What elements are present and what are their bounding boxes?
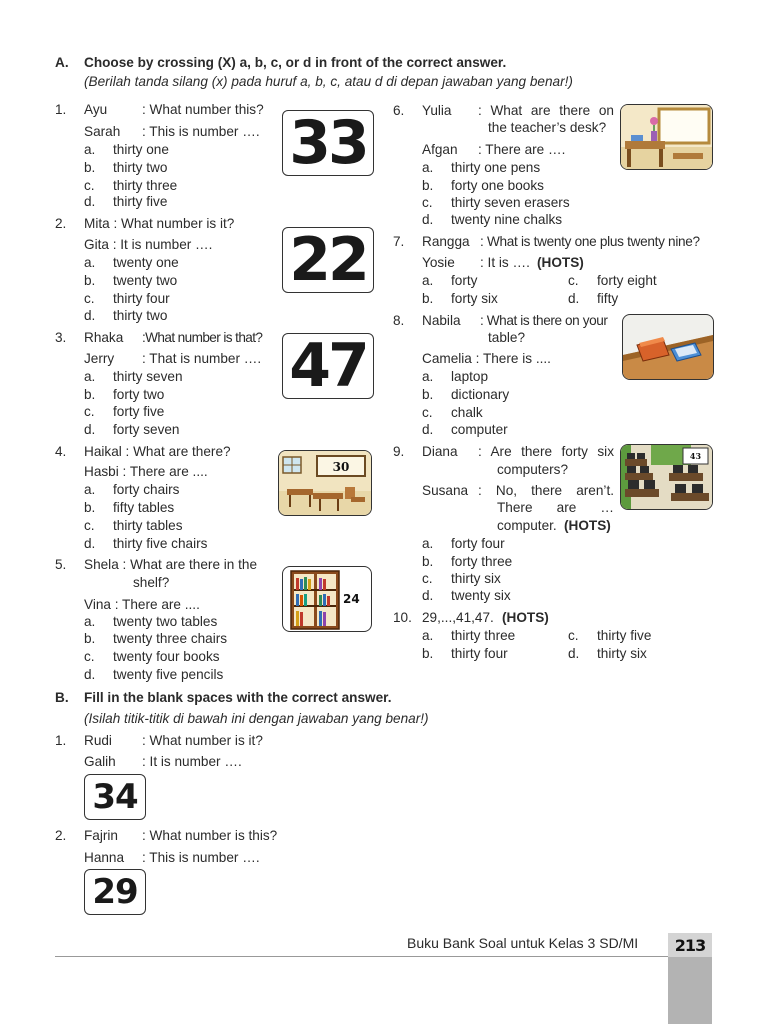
q4-board-number: 30 [332,460,350,474]
q6-line2: : There are …. [478,142,566,157]
q5-option-c[interactable]: twenty four books [113,649,220,664]
option-letter: d. [568,646,580,661]
option-letter: c. [422,195,433,210]
option-letter: b. [422,291,434,306]
q9-line1a: : Are there forty six [478,444,614,459]
q3-speaker2: Jerry [84,351,115,366]
q5-option-a[interactable]: twenty two tables [113,614,218,629]
q2-number-card: 22 [282,227,374,293]
option-letter: c. [568,273,579,288]
q6-speaker1: Yulia [422,103,452,118]
option-letter: a. [422,536,434,551]
q2-number: 2. [55,216,67,231]
q8-option-b[interactable]: dictionary [451,387,510,402]
b1-line2: : It is number …. [142,754,242,769]
q7-line2: : It is …. [480,255,530,270]
q8-option-d[interactable]: computer [451,422,508,437]
q1-option-c[interactable]: thirty three [113,178,178,193]
q9-option-c[interactable]: thirty six [451,571,501,586]
q4-line2: Hasbi : There are .... [84,464,208,479]
q2-option-c[interactable]: thirty four [113,291,170,306]
q2-option-a[interactable]: twenty one [113,255,179,270]
q6-option-b[interactable]: forty one books [451,178,544,193]
b2-speaker1: Fajrin [84,828,118,843]
q9-number: 9. [393,444,405,459]
q4-option-b[interactable]: fifty tables [113,500,175,515]
q10-number: 10. [393,610,412,625]
q6-number: 6. [393,103,405,118]
q5-shelf-label: 24 [343,592,360,606]
option-letter: a. [422,160,434,175]
q9-option-a[interactable]: forty four [451,536,505,551]
q4-option-c[interactable]: thirty tables [113,518,183,533]
q9-option-b[interactable]: forty three [451,554,513,569]
classroom-illustration [278,450,372,516]
q3-speaker1: Rhaka [84,330,124,345]
q9-line2a: : No, there aren’t. [478,483,614,498]
q9-speaker1: Diana [422,444,458,459]
q6-option-a[interactable]: thirty one pens [451,160,541,175]
option-letter: d. [84,308,96,323]
q8-line2: Camelia : There is .... [422,351,551,366]
q7-speaker2: Yosie [422,255,455,270]
option-letter: c. [568,628,579,643]
option-letter: b. [422,646,434,661]
q7-number: 7. [393,234,405,249]
q7-hots-tag: (HOTS) [537,255,584,270]
option-letter: c. [84,649,95,664]
section-a-instruction: Choose by crossing (X) a, b, c, or d in front of the correct answer. [84,55,507,70]
option-letter: a. [422,628,434,643]
b1-speaker1: Rudi [84,733,112,748]
q9-option-d[interactable]: twenty six [451,588,511,603]
option-letter: c. [84,404,95,419]
q1-number-card: 33 [282,110,374,176]
option-letter: d. [84,194,96,209]
option-letter: d. [84,422,96,437]
q7-option-a[interactable]: forty [451,273,478,288]
q9-line2c: computer. [497,518,557,533]
q6-line1a: : What are there on [478,103,614,118]
option-letter: c. [84,178,95,193]
books-on-table-illustration [622,314,714,380]
q2-line1: Mita : What number is it? [84,216,235,231]
option-letter: b. [84,500,96,515]
option-letter: d. [422,422,434,437]
q9-line2b: There are … [497,500,614,515]
option-letter: a. [84,255,96,270]
q10-text: 29,...,41,47. [422,610,494,625]
section-a-translation: (Berilah tanda silang (x) pada huruf a, b, c, atau d di depan jawaban yang benar!) [84,74,573,89]
page-number: 213 [668,933,712,957]
option-letter: c. [422,571,433,586]
q5-line1a: Shela : What are there in the [84,557,258,572]
q8-line1b: table? [488,330,526,345]
option-letter: d. [84,536,96,551]
option-letter: a. [84,142,96,157]
q8-line1a: : What is there on your [480,313,608,328]
option-letter: b. [422,554,434,569]
q4-option-a[interactable]: forty chairs [113,482,180,497]
b2-line2: : This is number …. [142,850,260,865]
q3-option-a[interactable]: thirty seven [113,369,183,384]
q2-line2: Gita : It is number …. [84,237,213,252]
section-b-letter: B. [55,690,69,705]
option-letter: b. [84,273,96,288]
option-letter: a. [422,273,434,288]
option-letter: d. [84,667,96,682]
option-letter: d. [422,212,434,227]
teacher-desk-illustration [620,104,713,170]
b2-number: 2. [55,828,67,843]
option-letter: c. [422,405,433,420]
option-letter: b. [422,178,434,193]
option-letter: a. [84,369,96,384]
b2-number-card: 29 [84,869,146,915]
option-letter: c. [84,291,95,306]
b2-speaker2: Hanna [84,850,125,865]
q5-option-b[interactable]: twenty three chairs [113,631,228,646]
q4-line1: Haikal : What are there? [84,444,231,459]
q6-option-d[interactable]: twenty nine chalks [451,212,563,227]
q5-number: 5. [55,557,67,572]
q7-option-c[interactable]: forty eight [597,273,657,288]
q2-option-d[interactable]: thirty two [113,308,168,323]
option-letter: a. [422,369,434,384]
q7-option-b[interactable]: forty six [451,291,498,306]
q10-option-d[interactable]: thirty six [597,646,647,661]
q1-option-a[interactable]: thirty one [113,142,169,157]
q3-option-c[interactable]: forty five [113,404,165,419]
q3-option-b[interactable]: forty two [113,387,165,402]
q2-option-b[interactable]: twenty two [113,273,178,288]
option-letter: a. [84,482,96,497]
q9-hots-tag: (HOTS) [564,518,611,533]
b1-line1: : What number is it? [142,733,263,748]
option-letter: b. [84,631,96,646]
q3-option-d[interactable]: forty seven [113,422,180,437]
q1-speaker2: Sarah [84,124,121,139]
q8-option-a[interactable]: laptop [451,369,489,384]
q1-option-b[interactable]: thirty two [113,160,168,175]
q4-option-d[interactable]: thirty five chairs [113,536,208,551]
b1-number: 1. [55,733,67,748]
section-b-instruction: Fill in the blank spaces with the correct answer. [84,690,392,705]
q5-line1b: shelf? [133,575,170,590]
q9-board-number: 43 [689,451,702,461]
option-letter: b. [84,160,96,175]
q7-line1: : What is twenty one plus twenty nine? [480,234,700,249]
option-letter: b. [422,387,434,402]
q10-option-a[interactable]: thirty three [451,628,516,643]
computer-lab-illustration [620,444,713,510]
q8-speaker1: Nabila [422,313,461,328]
q1-option-d[interactable]: thirty five [113,194,168,209]
q7-speaker1: Rangga [422,234,470,249]
option-letter: d. [422,588,434,603]
b1-speaker2: Galih [84,754,116,769]
q10-option-c[interactable]: thirty five [597,628,652,643]
q3-number: 3. [55,330,67,345]
option-letter: a. [84,614,96,629]
option-letter: c. [84,518,95,533]
footer-book-title: Buku Bank Soal untuk Kelas 3 SD/MI [407,935,639,951]
q5-line2: Vina : There are .... [84,597,200,612]
q4-number: 4. [55,444,67,459]
q5-option-d[interactable]: twenty five pencils [113,667,224,682]
q6-speaker2: Afgan [422,142,458,157]
section-b-translation: (Isilah titik-titik di bawah ini dengan jawaban yang benar!) [84,711,429,726]
q10-hots-tag: (HOTS) [502,610,549,625]
q9-line1b: computers? [497,462,569,477]
q1-number: 1. [55,102,67,117]
q10-option-b[interactable]: thirty four [451,646,508,661]
b2-line1: : What number is this? [142,828,278,843]
q8-option-c[interactable]: chalk [451,405,483,420]
q7-option-d[interactable]: fifty [597,291,619,306]
q1-speaker1: Ayu [84,102,108,117]
footer-divider [55,956,668,957]
q8-number: 8. [393,313,405,328]
q9-speaker2: Susana [422,483,469,498]
bookshelf-illustration [282,566,372,632]
option-letter: b. [84,387,96,402]
q3-line1: :What number is that? [142,330,263,345]
option-letter: d. [568,291,580,306]
b1-number-card: 34 [84,774,146,820]
q3-line2: : That is number …. [142,351,262,366]
q6-option-c[interactable]: thirty seven erasers [451,195,570,210]
q6-line1b: the teacher’s desk? [488,120,607,135]
q3-number-card: 47 [282,333,374,399]
section-a-letter: A. [55,55,69,70]
q1-line2: : This is number …. [142,124,260,139]
q1-line1: : What number this? [142,102,264,117]
